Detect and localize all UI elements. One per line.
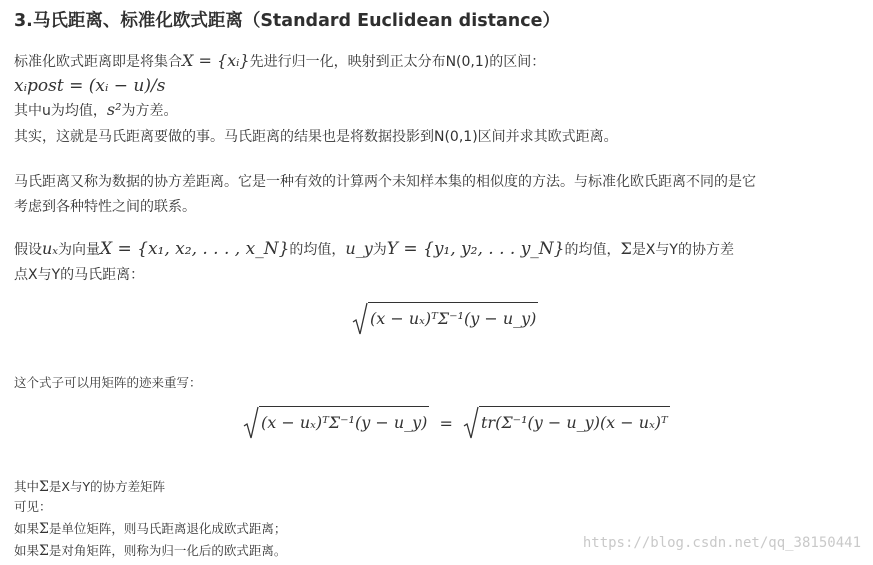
para3-line1 <box>14 239 734 260</box>
sqrt-expression <box>352 302 538 330</box>
note3-post: 是单位矩阵，则马氏距离退化成欧式距离； <box>48 521 287 536</box>
para1-line3 <box>14 100 178 121</box>
para3-t6: 是X与Y的协方差 <box>631 242 734 258</box>
para3-t2: 为向量 <box>57 242 100 258</box>
mean-text: 其中u为均值， <box>14 103 107 119</box>
mean-ux-math: uₓ <box>42 239 58 258</box>
para3-t3: 的均值， <box>289 242 346 258</box>
note1-pre: 其中 <box>14 479 40 494</box>
normalization-formula: xᵢpost = (xᵢ − u)/s <box>14 76 166 96</box>
sqrt-radicand: (x − uₓ)ᵀΣ⁻¹(y − u_y) <box>368 302 538 330</box>
mean-uy-math: u_y <box>345 239 373 258</box>
note-diagonal-matrix <box>14 542 286 560</box>
equals-sign: = <box>439 414 453 433</box>
variance-math: s² <box>106 100 122 119</box>
note4-post: 是对角矩阵，则称为归一化后的欧式距离。 <box>48 543 287 558</box>
section-heading: 3.马氏距离、标准化欧式距离（Standard Euclidean distance） <box>14 11 561 31</box>
para2-line1: 马氏距离又称为数据的协方差距离。它是一种有效的计算两个未知样本集的相似度的方法。与标准化欧氏距离不同的是它 <box>14 174 756 190</box>
para3-t4: 为 <box>372 242 387 258</box>
note3-pre: 如果 <box>14 521 40 536</box>
trace-left-sqrt <box>243 406 429 434</box>
para1-line4: 其实，这就是马氏距离要做的事。马氏距离的结果也是将数据投影到N(0,1)区间并求其欧式距离。 <box>14 129 618 145</box>
para3-t1: 假设 <box>14 242 42 258</box>
note1-post: 是X与Y的协方差矩阵 <box>48 479 166 494</box>
set-x-math: X = {xᵢ} <box>182 51 250 70</box>
sigma-math: Σ <box>620 239 632 258</box>
para1-text-pre: 标准化欧式距离即是将集合 <box>14 54 182 70</box>
sqrt-sign-icon <box>463 406 479 434</box>
trace-sentence: 这个式子可以用矩阵的迹来重写： <box>14 375 202 390</box>
vector-y-math: Y = {y₁, y₂, . . . y_N} <box>386 239 565 259</box>
variance-text: 为方差。 <box>121 103 178 119</box>
para1-line1 <box>14 51 545 72</box>
para3-t5: 的均值， <box>564 242 621 258</box>
para3-line2: 点X与Y的马氏距离： <box>14 267 145 283</box>
note4-sigma: Σ <box>39 543 49 559</box>
trace-right-radicand: tr(Σ⁻¹(y − u_y)(x − uₓ)ᵀ <box>479 406 670 434</box>
note-visible: 可见： <box>14 499 52 514</box>
para2-line2: 考虑到各种特性之间的联系。 <box>14 199 196 215</box>
mahalanobis-formula <box>352 302 538 334</box>
note-covariance-matrix <box>14 478 165 496</box>
note-identity-matrix <box>14 520 286 538</box>
note4-pre: 如果 <box>14 543 40 558</box>
para1-text-post: 先进行归一化，映射到正太分布N(0,1)的区间： <box>249 54 546 70</box>
trace-right-sqrt <box>463 406 670 434</box>
trace-left-radicand: (x − uₓ)ᵀΣ⁻¹(y − u_y) <box>259 406 429 434</box>
watermark-url: https://blog.csdn.net/qq_38150441 <box>582 535 861 551</box>
sqrt-sign-icon <box>243 406 259 434</box>
vector-x-math: X = {x₁, x₂, . . . , x_N} <box>99 239 290 259</box>
sqrt-sign-icon <box>352 302 368 330</box>
trace-formula <box>243 406 670 438</box>
note1-sigma: Σ <box>39 479 49 495</box>
note3-sigma: Σ <box>39 521 49 537</box>
